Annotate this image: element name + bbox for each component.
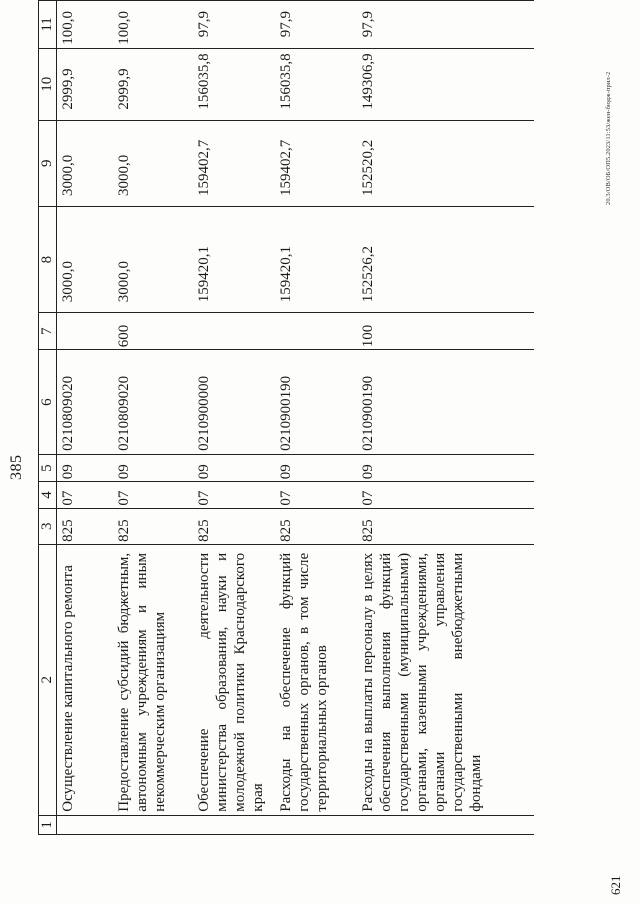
col8-cell: 3000,0 (57, 206, 114, 312)
header-row (39, 1, 57, 835)
document-stamp: 20.3/ОВ/ОБ/ОП5.2023/11:53/жен-бюдж-прил-2 (605, 71, 612, 205)
admin-cell (357, 815, 534, 834)
table-row (193, 1, 275, 835)
page-number: 385 (8, 454, 25, 480)
pr-cell: 09 (113, 454, 193, 481)
ved-cell: 825 (113, 508, 193, 544)
pr-cell: 09 (193, 454, 275, 481)
table-row (57, 1, 114, 835)
csr-cell: 0210900190 (275, 350, 357, 455)
col10-cell: 2999,9 (57, 48, 114, 120)
vr-cell (275, 313, 357, 350)
header-cell: 3 (39, 508, 57, 544)
admin-cell (113, 815, 193, 834)
col11-cell: 97,9 (193, 1, 275, 49)
budget-table-wrapper (38, 0, 534, 835)
col10-cell: 2999,9 (113, 48, 193, 120)
col10-cell: 149306,9 (357, 48, 534, 120)
item-name-cell: Расходы на выплаты персоналу в целях обеспечения выполнения функций государственными (муниципальными) органами, казенными учреждениями, органами управления государственными внебюджетными фондами (357, 544, 534, 815)
header-cell: 10 (39, 48, 57, 120)
table-row (275, 1, 357, 835)
item-name-cell: Осуществление капитального ремонта (57, 544, 114, 815)
vr-cell: 100 (357, 313, 534, 350)
header-cell: 2 (39, 544, 57, 815)
col11-cell: 97,9 (275, 1, 357, 49)
header-cell: 9 (39, 120, 57, 206)
csr-cell: 0210809020 (113, 350, 193, 455)
col9-cell: 159402,7 (275, 120, 357, 206)
admin-cell (57, 815, 114, 834)
item-name-cell: Обеспечение деятельности министерства образования, науки и молодежной политики Краснодарского края (193, 544, 275, 815)
admin-cell (193, 815, 275, 834)
vr-cell (193, 313, 275, 350)
csr-cell: 0210900000 (193, 350, 275, 455)
header-cell: 1 (39, 815, 57, 834)
sheet-number: 621 (608, 875, 623, 895)
header-cell: 5 (39, 454, 57, 481)
ved-cell: 825 (275, 508, 357, 544)
col11-cell: 100,0 (57, 1, 114, 49)
rz-cell: 07 (193, 482, 275, 508)
col8-cell: 159420,1 (275, 206, 357, 312)
pr-cell: 09 (57, 454, 114, 481)
header-cell: 11 (39, 1, 57, 49)
col8-cell: 3000,0 (113, 206, 193, 312)
budget-table (38, 0, 534, 835)
header-cell: 6 (39, 350, 57, 455)
table-row (113, 1, 193, 835)
header-cell: 7 (39, 313, 57, 350)
ved-cell: 825 (357, 508, 534, 544)
col9-cell: 159402,7 (193, 120, 275, 206)
csr-cell: 0210900190 (357, 350, 534, 455)
pr-cell: 09 (357, 454, 534, 481)
rz-cell: 07 (113, 482, 193, 508)
rz-cell: 07 (57, 482, 114, 508)
col9-cell: 3000,0 (113, 120, 193, 206)
header-cell: 4 (39, 482, 57, 508)
ved-cell: 825 (57, 508, 114, 544)
table-row (357, 1, 534, 835)
col8-cell: 152526,2 (357, 206, 534, 312)
col10-cell: 156035,8 (193, 48, 275, 120)
csr-cell: 0210809020 (57, 350, 114, 455)
col10-cell: 156035,8 (275, 48, 357, 120)
col8-cell: 159420,1 (193, 206, 275, 312)
col11-cell: 100,0 (113, 1, 193, 49)
col11-cell: 97,9 (357, 1, 534, 49)
pr-cell: 09 (275, 454, 357, 481)
col9-cell: 3000,0 (57, 120, 114, 206)
rz-cell: 07 (357, 482, 534, 508)
ved-cell: 825 (193, 508, 275, 544)
item-name-cell: Расходы на обеспечение функций государственных органов, в том числе территориальных органов (275, 544, 357, 815)
rz-cell: 07 (275, 482, 357, 508)
header-cell: 8 (39, 206, 57, 312)
admin-cell (275, 815, 357, 834)
vr-cell (57, 313, 114, 350)
vr-cell: 600 (113, 313, 193, 350)
item-name-cell: Предоставление субсидий бюджетным, автономным учреждениям и иным некоммерческим организациям (113, 544, 193, 815)
col9-cell: 152520,2 (357, 120, 534, 206)
